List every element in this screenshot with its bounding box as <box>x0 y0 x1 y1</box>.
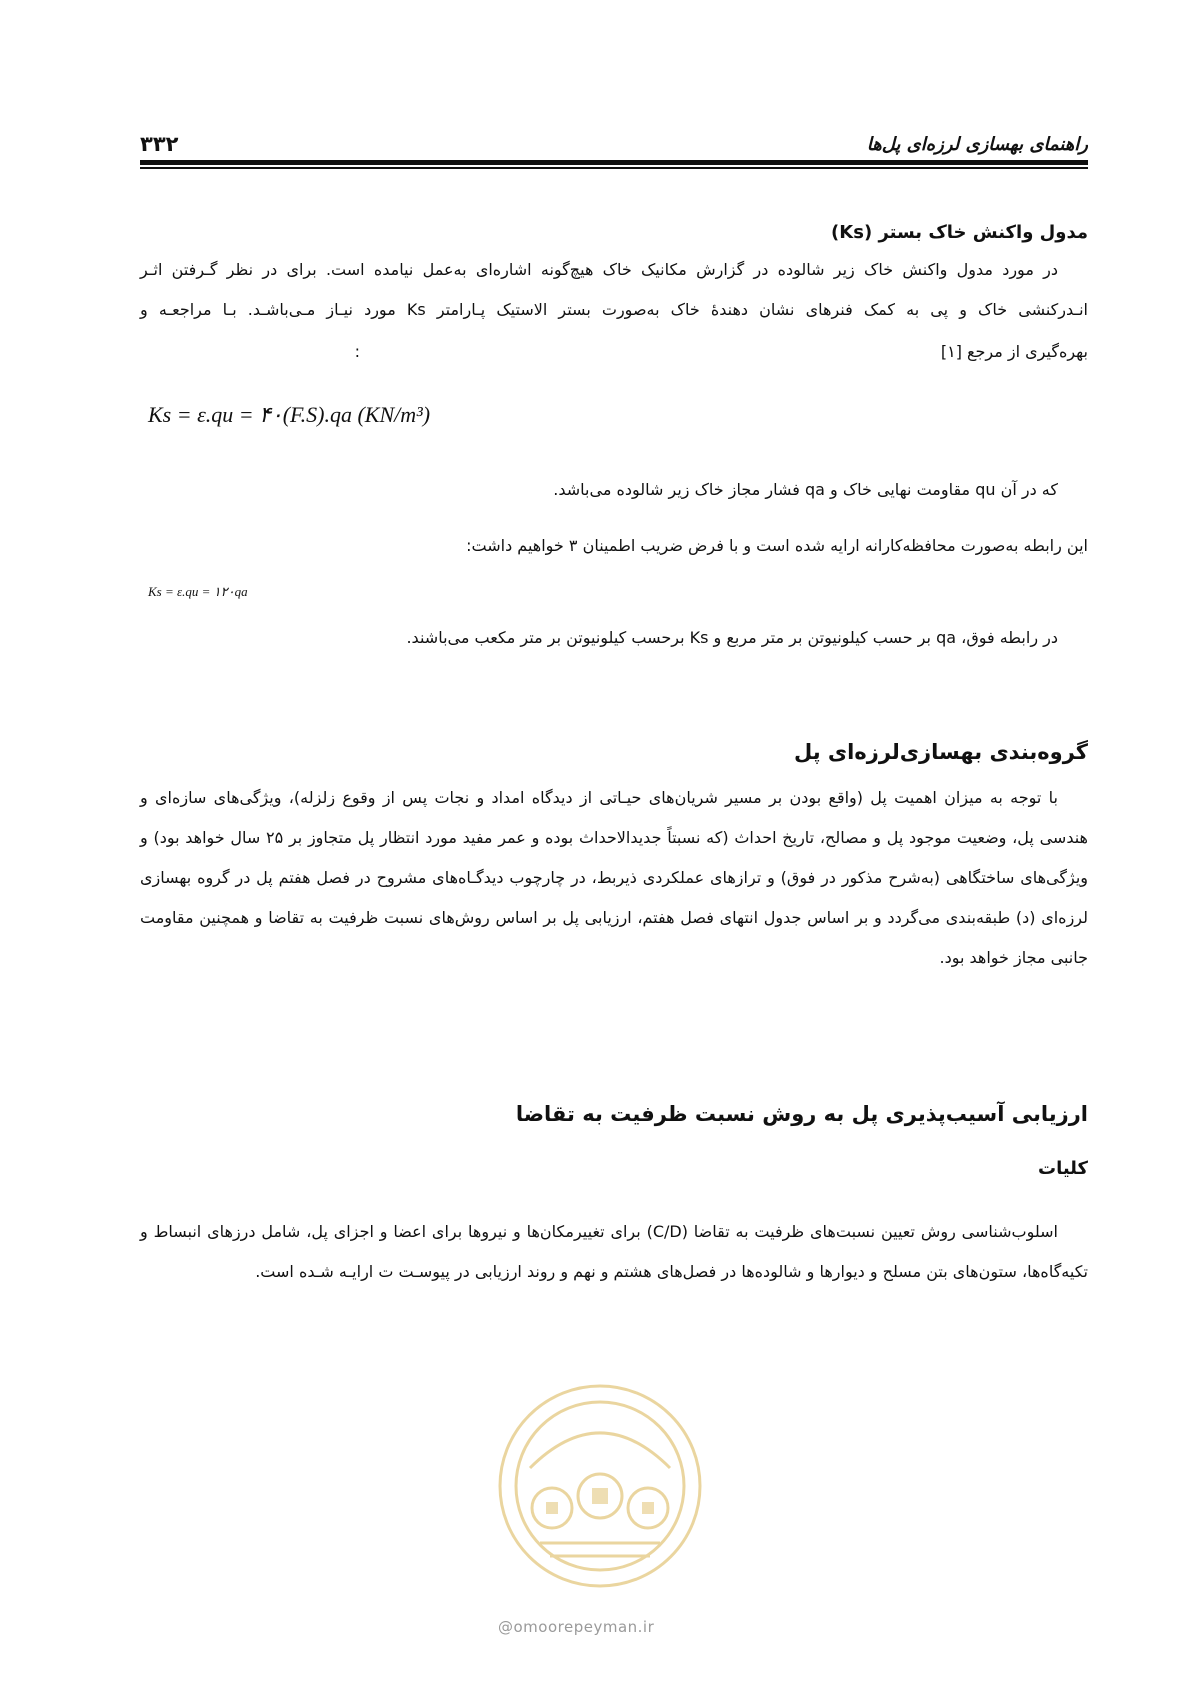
conservative-line: این رابطه به‌صورت محافظه‌کارانه ارایه شده است و با فرض ضریب اطمینان ۳ خواهیم داشت: <box>466 536 1088 555</box>
page-number: ۳۳۲ <box>140 132 179 156</box>
generalities-paragraph: اسلوب‌شناسی روش تعیین نسبت‌های ظرفیت به تقاضا (C/D) برای تغییرمکان‌ها و نیروها برای اعضا و اجزای پل، شامل درزهای انبساط و تکیه‌گاه‌ها، ستون‌های بتن مسلح و دیوارها و شالوده‌ها در فصل‌های هشتم و نهم و روند ارزیابی در پیوسـت ت ارایـه شـده است. <box>140 1222 1088 1281</box>
colon-mark: : <box>354 342 360 361</box>
watermark-logo <box>480 1368 720 1604</box>
header-rule-thin <box>140 167 1088 169</box>
running-title: راهنمای بهسازی لرزه‌ای پل‌ها <box>866 134 1088 155</box>
header-rule-thick <box>140 160 1088 165</box>
watermark-url: @omoorepeyman.ir <box>498 1618 655 1636</box>
paragraph-line-3: بهره‌گیری از مرجع [۱] <box>940 342 1088 361</box>
at-icon: @ <box>498 1618 514 1636</box>
units-line: در رابطه فوق، qa بر حسب کیلونیوتن بر متر مربع و Ks برحسب کیلونیوتن بر متر مکعب می‌باشند. <box>406 628 1058 647</box>
grouping-paragraph: با توجه به میزان اهمیت پل (واقع بودن بر مسیر شریان‌های حیـاتی از دیدگاه امداد و نجات پس از وقوع زلزله)، ویژگی‌های سازه‌ای و هندسی پل، وضعیت موجود پل و مصالح، تاریخ احداث (که نسبتاً جدیدالاحداث بوده و عمر مفید مورد انتظار پل متجاوز بر ۲۵ سال خواهد بود) و ویژگی‌های ساختگاهی (به‌شرح مذکور در فوق) و ترازهای عملکردی ذیربط، در چارچوب دیدگـاه‌های مشروح در فصل هفتم پل در گروه بهسازی لرزه‌ای (د) طبقه‌بندی می‌گردد و بر اساس جدول انتهای فصل هفتم، ارزیابی پل بر اساس روش‌های نسبت ظرفیت به تقاضا و همچنین مقاومت جانبی مجاز خواهد بود. <box>140 788 1088 967</box>
where-line: که در آن qu مقاومت نهایی خاک و qa فشار مجاز خاک زیر شالوده می‌باشد. <box>553 480 1058 499</box>
section-heading-vulnerability: ارزیابی آسیب‌پذیری پل به روش نسبت ظرفیت به تقاضا <box>515 1102 1088 1126</box>
section-heading-ks: مدول واکنش خاک بستر (Ks) <box>831 222 1088 243</box>
equation-ks-fs3: Ks = ε.qu = ۱۲۰qa <box>148 584 248 599</box>
section-heading-grouping: گروه‌بندی بهسازی‌لرزه‌ای پل <box>793 740 1088 764</box>
running-header <box>140 126 1088 160</box>
subheading-generalities: کلیات <box>1037 1158 1088 1179</box>
equation-ks-general: Ks = ε.qu = ۴۰(F.S).qa (KN/m³) <box>148 402 431 427</box>
paragraph-line-1: در مورد مدول واکنش خاک زیر شالوده در گزارش مکانیک خاک هیچ‌گونه اشاره‌ای به‌عمل نیامده است. برای در نظر گـرفتن اثـر <box>140 260 1058 279</box>
paragraph-line-2: انـدرکنشی خاک و پی به کمک فنرهای نشان دهندهٔ خاک به‌صورت بستر الاستیک پـارامتر Ks مورد نیـاز مـی‌باشـد. بـا مراجعـه و <box>140 300 1088 319</box>
